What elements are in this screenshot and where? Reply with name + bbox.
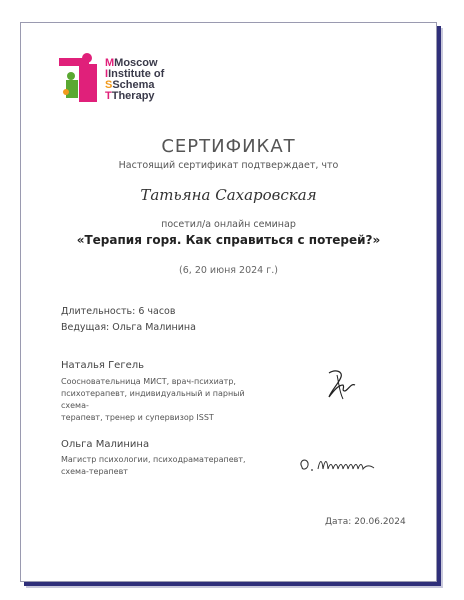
- logo-text: MMoscow IInstitute of SSchema TTherapy: [105, 57, 165, 102]
- signature-2-image: [296, 453, 396, 475]
- signatory-2-name: Ольга Малинина: [61, 439, 150, 450]
- signature-1-image: [321, 363, 361, 403]
- certificate-subtitle: Настоящий сертификат подтверждает, что: [118, 160, 339, 171]
- seminar-title: «Терапия горя. Как справиться с потерей?»: [76, 233, 381, 247]
- puzzle-logo-icon: [57, 52, 105, 112]
- seminar-dates: (6, 20 июня 2024 г.): [179, 265, 278, 276]
- duration-text: Длительность: 6 часов: [61, 306, 176, 317]
- signatory-2-desc-line: Магистр психологии, психодраматерапевт,: [61, 455, 246, 464]
- signatory-1-desc-line: терапевт, тренер и супервизор ISST: [61, 413, 214, 422]
- logo-line-2: Institute of: [108, 68, 165, 80]
- signatory-2-desc-line: схема-терапевт: [61, 467, 128, 476]
- logo-line-4: Therapy: [111, 90, 155, 102]
- signatory-1-description: [61, 376, 271, 424]
- lead-text: Ведущая: Ольга Малинина: [61, 322, 196, 333]
- attended-text: посетил/а онлайн семинар: [161, 219, 296, 230]
- logo-line-1: Moscow: [114, 57, 158, 69]
- signatory-1-desc-line: Соосновательница МИСТ, врач-психиатр,: [61, 377, 236, 386]
- certificate-title: СЕРТИФИКАТ: [161, 136, 296, 157]
- signatory-2-description: [61, 454, 271, 478]
- certificate-frame: [20, 22, 437, 582]
- signatory-1-desc-line: психотерапевт, индивидуальный и парный схема-: [61, 389, 245, 410]
- signatory-1-name: Наталья Гегель: [61, 360, 145, 371]
- institute-logo: [57, 52, 217, 112]
- issue-date: Дата: 20.06.2024: [325, 517, 406, 527]
- logo-line-3: Schema: [112, 79, 155, 91]
- recipient-name: Татьяна Сахаровская: [140, 186, 317, 204]
